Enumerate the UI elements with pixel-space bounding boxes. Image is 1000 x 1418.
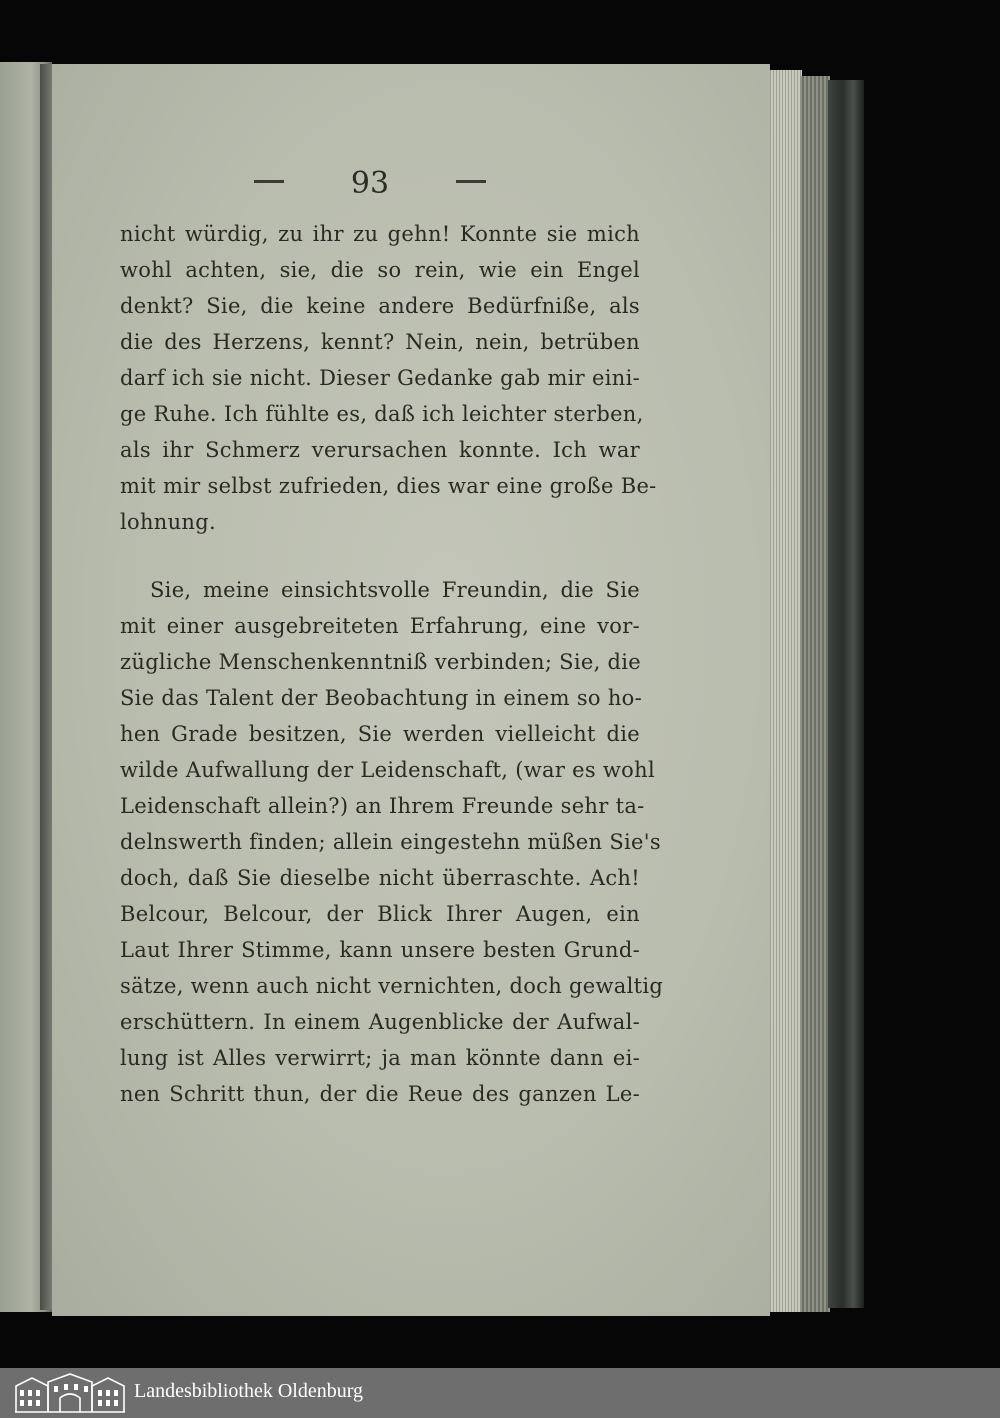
text-line: nen Schritt thun, der die Reue des ganzen Le- (120, 1082, 640, 1106)
text-line: hen Grade besitzen, Sie werden vielleicht die (120, 722, 640, 746)
text-line: Sie, meine einsichtsvolle Freundin, die Sie (150, 578, 640, 602)
text-line: als ihr Schmerz verursachen konnte. Ich war (120, 438, 640, 462)
text-line: wilde Aufwallung der Leidenschaft, (war es wohl (120, 758, 655, 782)
text-line: ge Ruhe. Ich fühlte es, daß ich leichter sterben, (120, 402, 644, 426)
text-line: mit einer ausgebreiteten Erfahrung, eine vor- (120, 614, 640, 638)
text-line: mit mir selbst zufrieden, dies war eine große Be- (120, 474, 657, 498)
book-cover-edge (828, 80, 864, 1308)
text-line: Sie das Talent der Beobachtung in einem so ho- (120, 686, 643, 710)
text-line: lung ist Alles verwirrt; ja man könnte dann ei- (120, 1046, 640, 1070)
text-line: delnswerth finden; allein eingestehn müßen Sie's (120, 830, 661, 854)
text-line: erschüttern. In einem Augenblicke der Aufwal- (120, 1010, 640, 1034)
text-line: nicht würdig, zu ihr zu gehn! Konnte sie mich (120, 222, 640, 246)
header-rule-right (456, 180, 486, 183)
library-building-icon (14, 1372, 126, 1414)
text-line: darf ich sie nicht. Dieser Gedanke gab mir eini- (120, 366, 640, 390)
text-line: lohnung. (120, 510, 216, 534)
text-line: Leidenschaft allein?) an Ihrem Freunde sehr ta- (120, 794, 645, 818)
text-line: sätze, wenn auch nicht vernichten, doch gewaltig (120, 974, 664, 998)
text-line: zügliche Menschenkenntniß verbinden; Sie, die (120, 650, 642, 674)
text-line: die des Herzens, kennt? Nein, nein, betrüben (120, 330, 640, 354)
text-line: Laut Ihrer Stimme, kann unsere besten Grund- (120, 938, 640, 962)
text-line: doch, daß Sie dieselbe nicht überraschte. Ach! (120, 866, 640, 890)
footer-bar (0, 1368, 1000, 1418)
library-name: Landesbibliothek Oldenburg (134, 1380, 364, 1402)
page-block-edges (768, 70, 802, 1312)
page-number: 93 (350, 166, 390, 201)
page-block-edges-outer (800, 76, 830, 1312)
header-rule-left (254, 180, 284, 183)
text-line: wohl achten, sie, die so rein, wie ein Engel (120, 258, 640, 282)
text-line: Belcour, Belcour, der Blick Ihrer Augen, ein (120, 902, 640, 926)
text-line: denkt? Sie, die keine andere Bedürfniße, als (120, 294, 640, 318)
